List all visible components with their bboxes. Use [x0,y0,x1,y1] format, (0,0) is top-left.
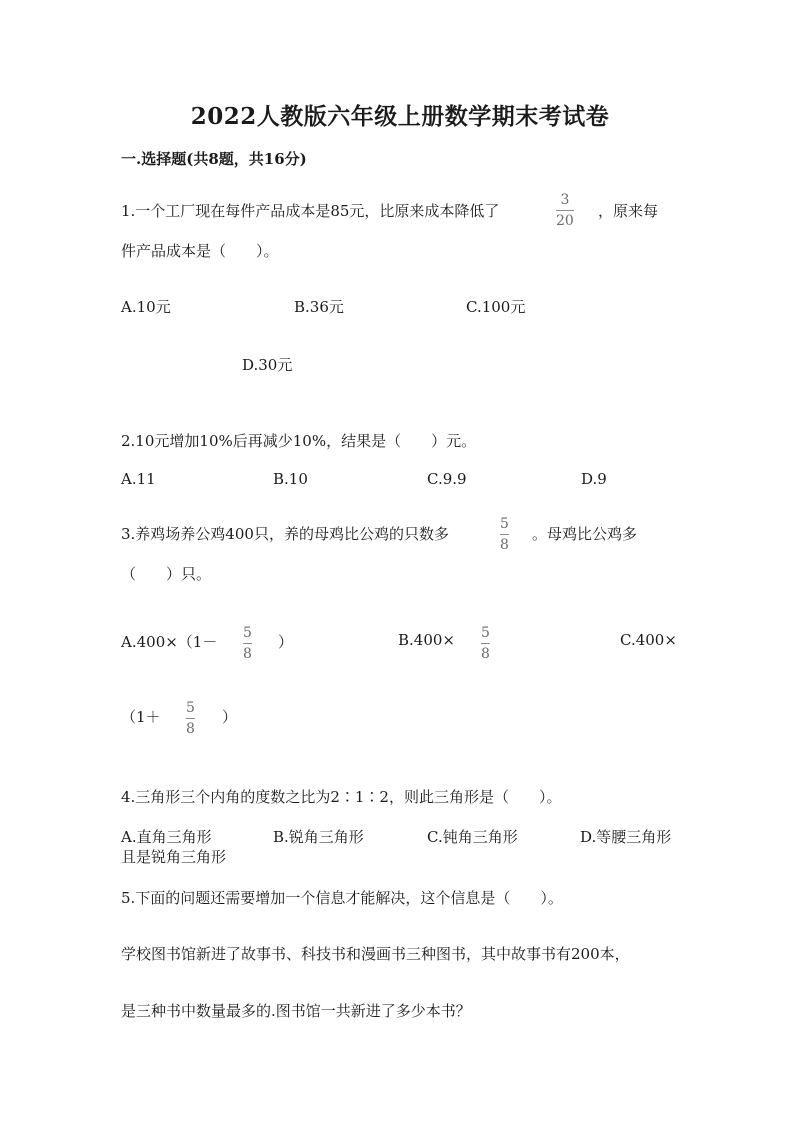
q3-option-c-cont: （1＋ [121,708,161,726]
q1-stem-cont: ，原来每 [598,202,659,220]
q3-stem-line2: （ ）只。 [121,565,212,583]
q1-stem: 1.一个工厂现在每件产品成本是85元，比原来成本降低了 [121,202,500,220]
q5-paragraph-1: 学校图书馆新进了故事书、科技书和漫画书三种图书，其中故事书有200本， [121,945,630,963]
q1-stem-line2: 件产品成本是（ ）。 [121,242,279,260]
fraction-numerator: 5 [481,625,490,641]
q2-option-b[interactable]: B.10 [273,470,308,488]
q1-fraction [556,193,574,228]
q4-option-c[interactable]: C.钝角三角形 [427,828,518,846]
q1-fraction-numerator: 3 [560,192,570,208]
q3-option-a-close: ） [278,633,294,651]
q3-fraction-numerator: 5 [500,516,509,532]
q3-option-c-fraction [186,701,195,736]
fraction-numerator: 5 [243,625,252,641]
q1-fraction-denominator: 20 [556,213,574,229]
q4-option-d-cont: 且是锐角三角形 [121,848,227,866]
q3-fraction [500,517,509,552]
q1-option-a[interactable]: A.10元 [121,298,171,316]
q3-option-c[interactable]: C.400× [620,631,677,649]
q3-stem: 3.养鸡场养公鸡400只，养的母鸡比公鸡的只数多 [121,525,449,543]
q2-option-d[interactable]: D.9 [581,470,607,488]
fraction-bar [500,534,509,535]
fraction-denominator: 8 [243,646,252,662]
q1-option-b[interactable]: B.36元 [294,298,344,316]
q4-option-d[interactable]: D.等腰三角形 [580,828,672,846]
q2-option-a[interactable]: A.11 [121,470,156,488]
q5-paragraph-2: 是三种书中数量最多的.图书馆一共新进了多少本书？ [121,1002,471,1020]
q3-stem-cont: 。母鸡比公鸡多 [532,525,638,543]
fraction-bar [481,643,490,644]
fraction-denominator: 8 [481,646,490,662]
section-heading: 一.选择题(共8题，共16分) [121,150,307,168]
q1-option-c[interactable]: C.100元 [466,298,526,316]
fraction-bar [556,210,574,211]
q4-option-b[interactable]: B.锐角三角形 [273,828,364,846]
fraction-bar [186,718,195,719]
q3-fraction-denominator: 8 [500,537,509,553]
q3-option-c-close: ） [222,708,238,726]
page-title: 2022人教版六年级上册数学期末考试卷 [190,103,610,130]
q3-option-a[interactable]: A.400×（1－ [121,633,218,651]
q1-option-d[interactable]: D.30元 [242,356,293,374]
q4-option-a[interactable]: A.直角三角形 [121,828,212,846]
q4-stem: 4.三角形三个内角的度数之比为2∶1∶2，则此三角形是（ ）。 [121,788,562,806]
fraction-bar [243,643,252,644]
fraction-numerator: 5 [186,700,195,716]
q2-option-c[interactable]: C.9.9 [427,470,467,488]
fraction-denominator: 8 [186,721,195,737]
q3-option-b[interactable]: B.400× [398,631,455,649]
q5-stem: 5.下面的问题还需要增加一个信息才能解决，这个信息是（ ）。 [121,889,563,907]
q3-option-a-fraction [243,626,252,661]
q2-stem: 2.10元增加10%后再减少10%，结果是（ ）元。 [121,432,477,450]
q3-option-b-fraction [481,626,490,661]
